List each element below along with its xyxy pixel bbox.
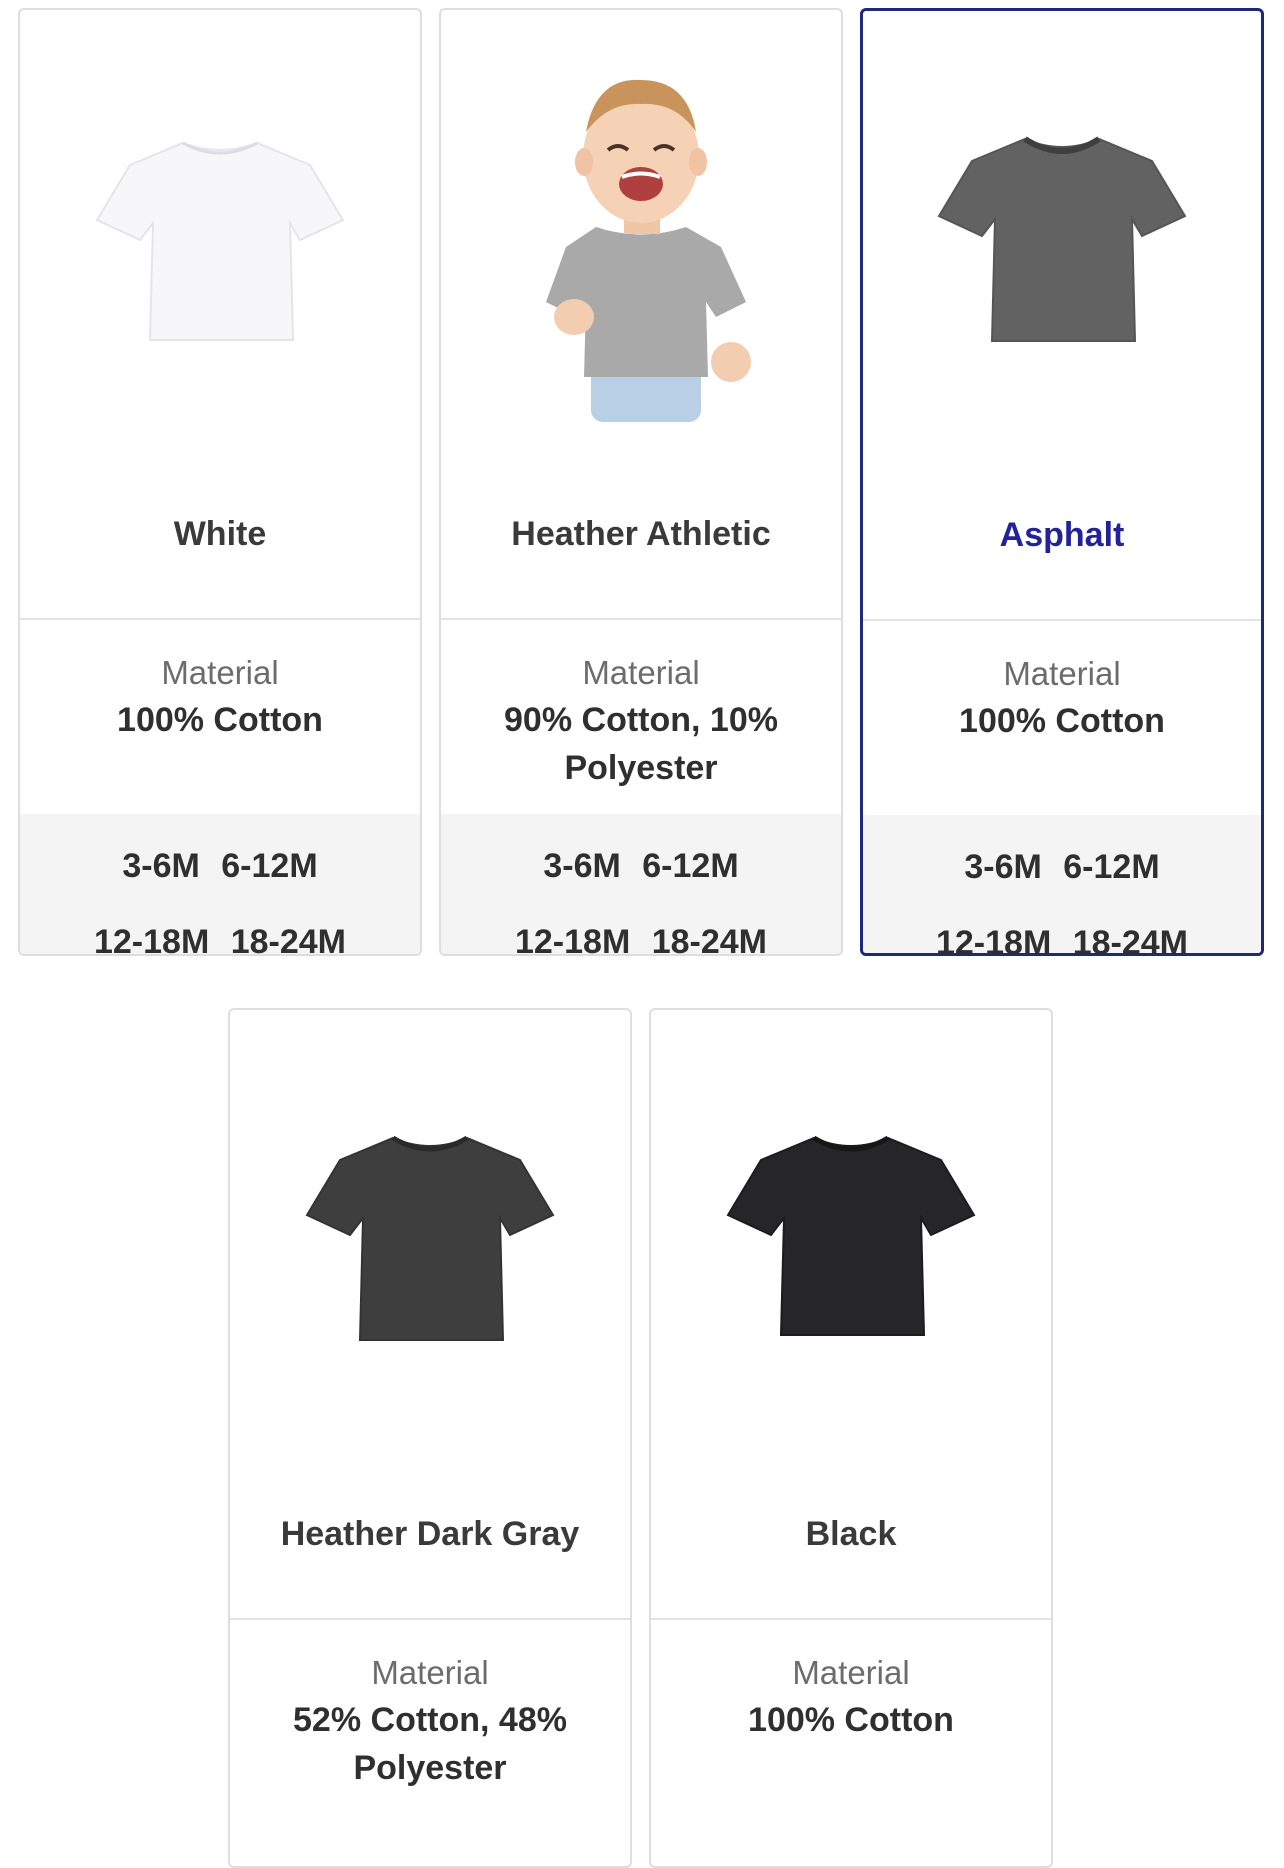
size-row [863,905,1261,956]
material-section [230,1620,630,1814]
card-image-area [441,10,841,620]
color-name: Heather Dark Gray [280,1515,580,1553]
material-label: Material [371,1654,489,1691]
card-image-area [20,10,420,620]
color-name: Heather Athletic [511,515,771,553]
size-row [441,904,841,956]
tshirt-icon [937,131,1187,351]
size-label: 6-12M [1063,848,1160,886]
material-label: Material [161,654,279,691]
size-label: 3-6M [964,848,1042,886]
white-tshirt-image [20,60,420,420]
size-label: 18-24M [1072,924,1188,956]
material-label: Material [1003,655,1121,692]
baby-photo-icon [516,62,766,422]
material-section [651,1620,1051,1814]
size-label: 12-18M [93,923,210,956]
material-label: Material [792,1654,910,1691]
size-label: 3-6M [543,847,621,885]
color-name: Black [805,1515,897,1553]
material-value: 100% Cotton [748,1701,954,1739]
card-image-area [863,11,1261,621]
material-value: 52% Cotton, 48% Polyester [293,1701,567,1787]
baby-in-heather-tshirt-image [441,62,841,422]
asphalt-tshirt-image [863,61,1261,421]
size-label: 12-18M [935,924,1052,956]
size-label: 12-18M [514,923,631,956]
color-option-heather-athletic[interactable] [439,8,843,956]
sizes-section [20,814,420,956]
size-label: 18-24M [651,923,767,956]
size-row [20,904,420,956]
size-row [20,828,420,904]
heather-dark-gray-tshirt-image [230,1060,630,1420]
color-option-heather-dark-gray[interactable] [228,1008,632,1868]
size-row [863,829,1261,905]
tshirt-icon [726,1130,976,1350]
material-value: 100% Cotton [117,701,323,739]
card-image-area [230,1010,630,1620]
tshirt-icon [95,135,345,345]
material-value: 100% Cotton [959,702,1165,740]
sizes-section [863,815,1261,956]
material-section [441,620,841,814]
color-option-black[interactable] [649,1008,1053,1868]
color-name: White [173,515,267,553]
sizes-section [441,814,841,956]
tshirt-icon [305,1130,555,1350]
card-image-area [651,1010,1051,1620]
color-option-asphalt[interactable] [860,8,1264,956]
size-row [441,828,841,904]
material-section [863,621,1261,815]
color-option-white[interactable] [18,8,422,956]
size-label: 18-24M [230,923,346,956]
material-section [20,620,420,814]
size-label: 6-12M [221,847,318,885]
color-name: Asphalt [999,516,1125,554]
size-label: 3-6M [122,847,200,885]
material-value: 90% Cotton, 10% Polyester [504,701,778,787]
black-tshirt-image [651,1060,1051,1420]
material-label: Material [582,654,700,691]
size-label: 6-12M [642,847,739,885]
